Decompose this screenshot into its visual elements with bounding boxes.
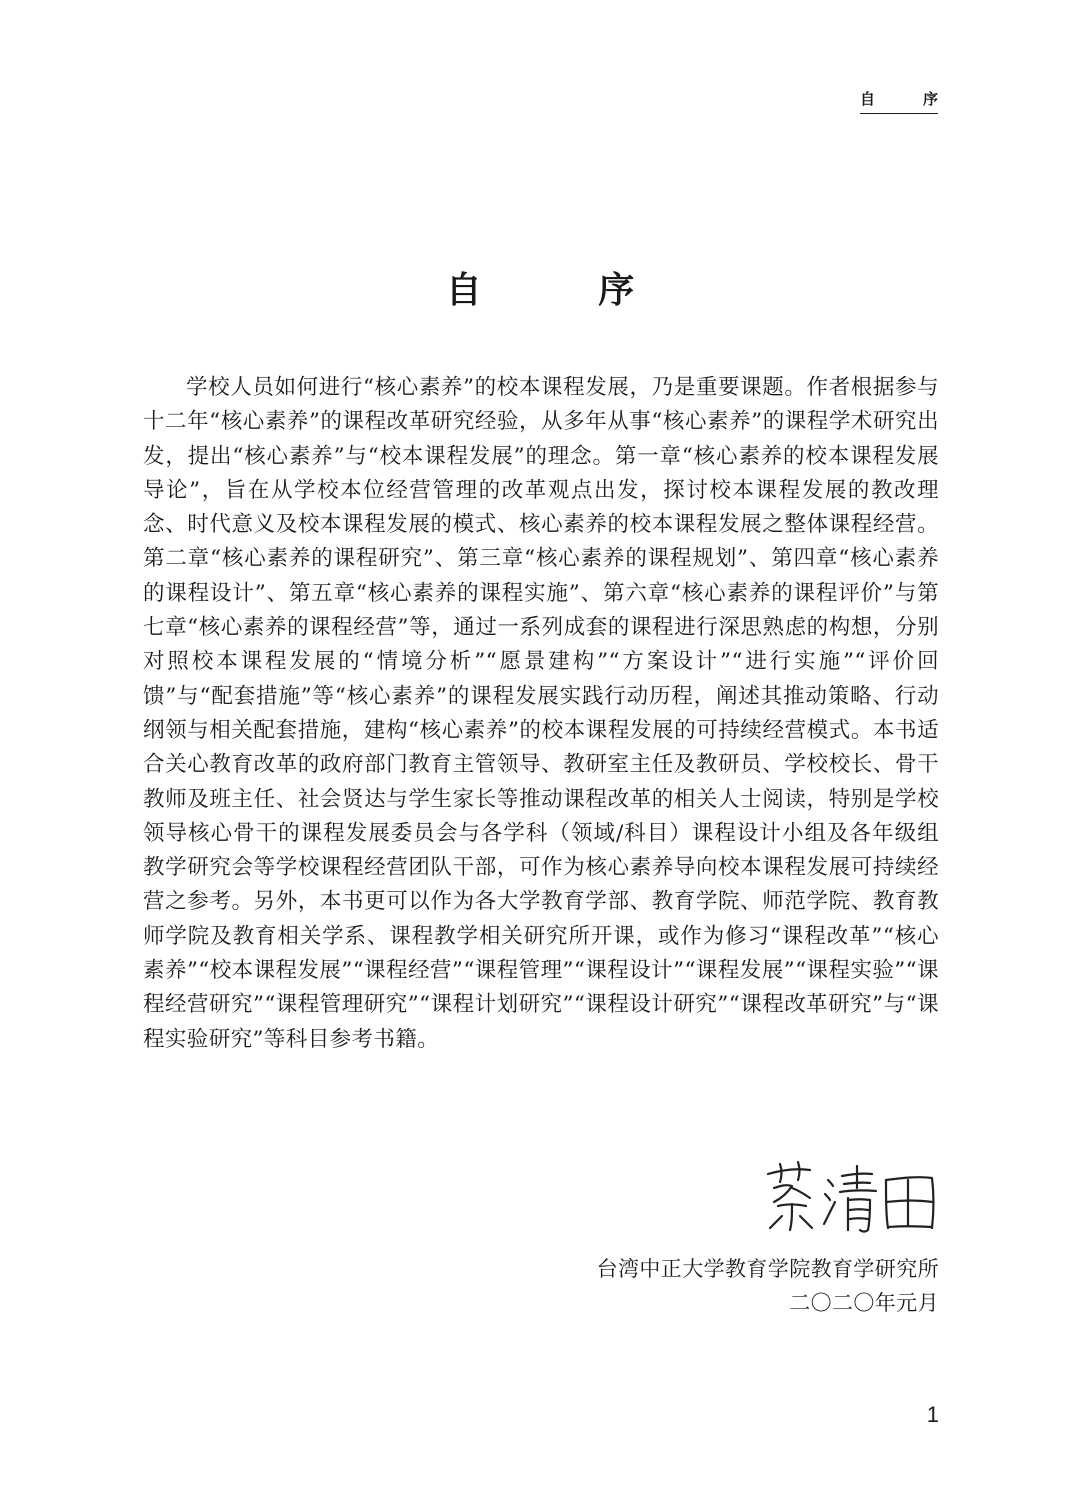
date: 二〇二〇年元月 (789, 1291, 939, 1315)
handwritten-signature (762, 1158, 942, 1238)
page-title: 自 序 (445, 269, 687, 311)
running-head-char-1: 自 (860, 90, 876, 108)
running-head-char-2: 序 (922, 90, 938, 108)
running-head-rule (860, 113, 938, 114)
running-head (860, 88, 938, 109)
page-number: 1 (926, 1402, 939, 1427)
preface-body: 学校人员如何进行“核心素养”的校本课程发展，乃是重要课题。作者根据参与十二年“核心素养”的课程改革研究经验，从多年从事“核心素养”的课程学术研究出发，提出“核心素养”与“校本课程发展”的理念。第一章“核心素养的校本课程发展导论”，旨在从学校本位经营管理的改革观点出发，探讨校本课程发展的教改理念、时代意义及校本课程发展的模式、核心素养的校本课程发展之整体课程经营。第二章“核心素养的课程研究”、第三章“核心素养的课程规划”、第四章“核心素养的课程设计”、第五章“核心素养的课程实施”、第六章“核心素养的课程评价”与第七章“核心素养的课程经营”等，通过一系列成套的课程进行深思熟虑的构想，分别对照校本课程发展的“情境分析”“愿景建构”“方案设计”“进行实施”“评价回馈”与“配套措施”等“核心素养”的课程发展实践行动历程，阐述其推动策略、行动纲领与相关配套措施，建构“核心素养”的校本课程发展的可持续经营模式。本书适合关心教育改革的政府部门教育主管领导、教研室主任及教研员、学校校长、骨干教师及班主任、社会贤达与学生家长等推动课程改革的相关人士阅读，特别是学校领导核心骨干的课程发展委员会与各学科（领域/科目）课程设计小组及各年级组教学研究会等学校课程经营团队干部，可作为核心素养导向校本课程发展可持续经营之参考。另外，本书更可以作为各大学教育学部、教育学院、师范学院、教育教师学院及教育相关学系、课程教学相关研究所开课，或作为修习“课程改革”“核心素养”“校本课程发展”“课程经营”“课程管理”“课程设计”“课程发展”“课程实验”“课程经营研究”“课程管理研究”“课程计划研究”“课程设计研究”“课程改革研究”与“课程实验研究”等科目参考书籍。 (143, 375, 939, 1052)
author-affiliation: 台湾中正大学教育学院教育学研究所 (596, 1257, 939, 1281)
